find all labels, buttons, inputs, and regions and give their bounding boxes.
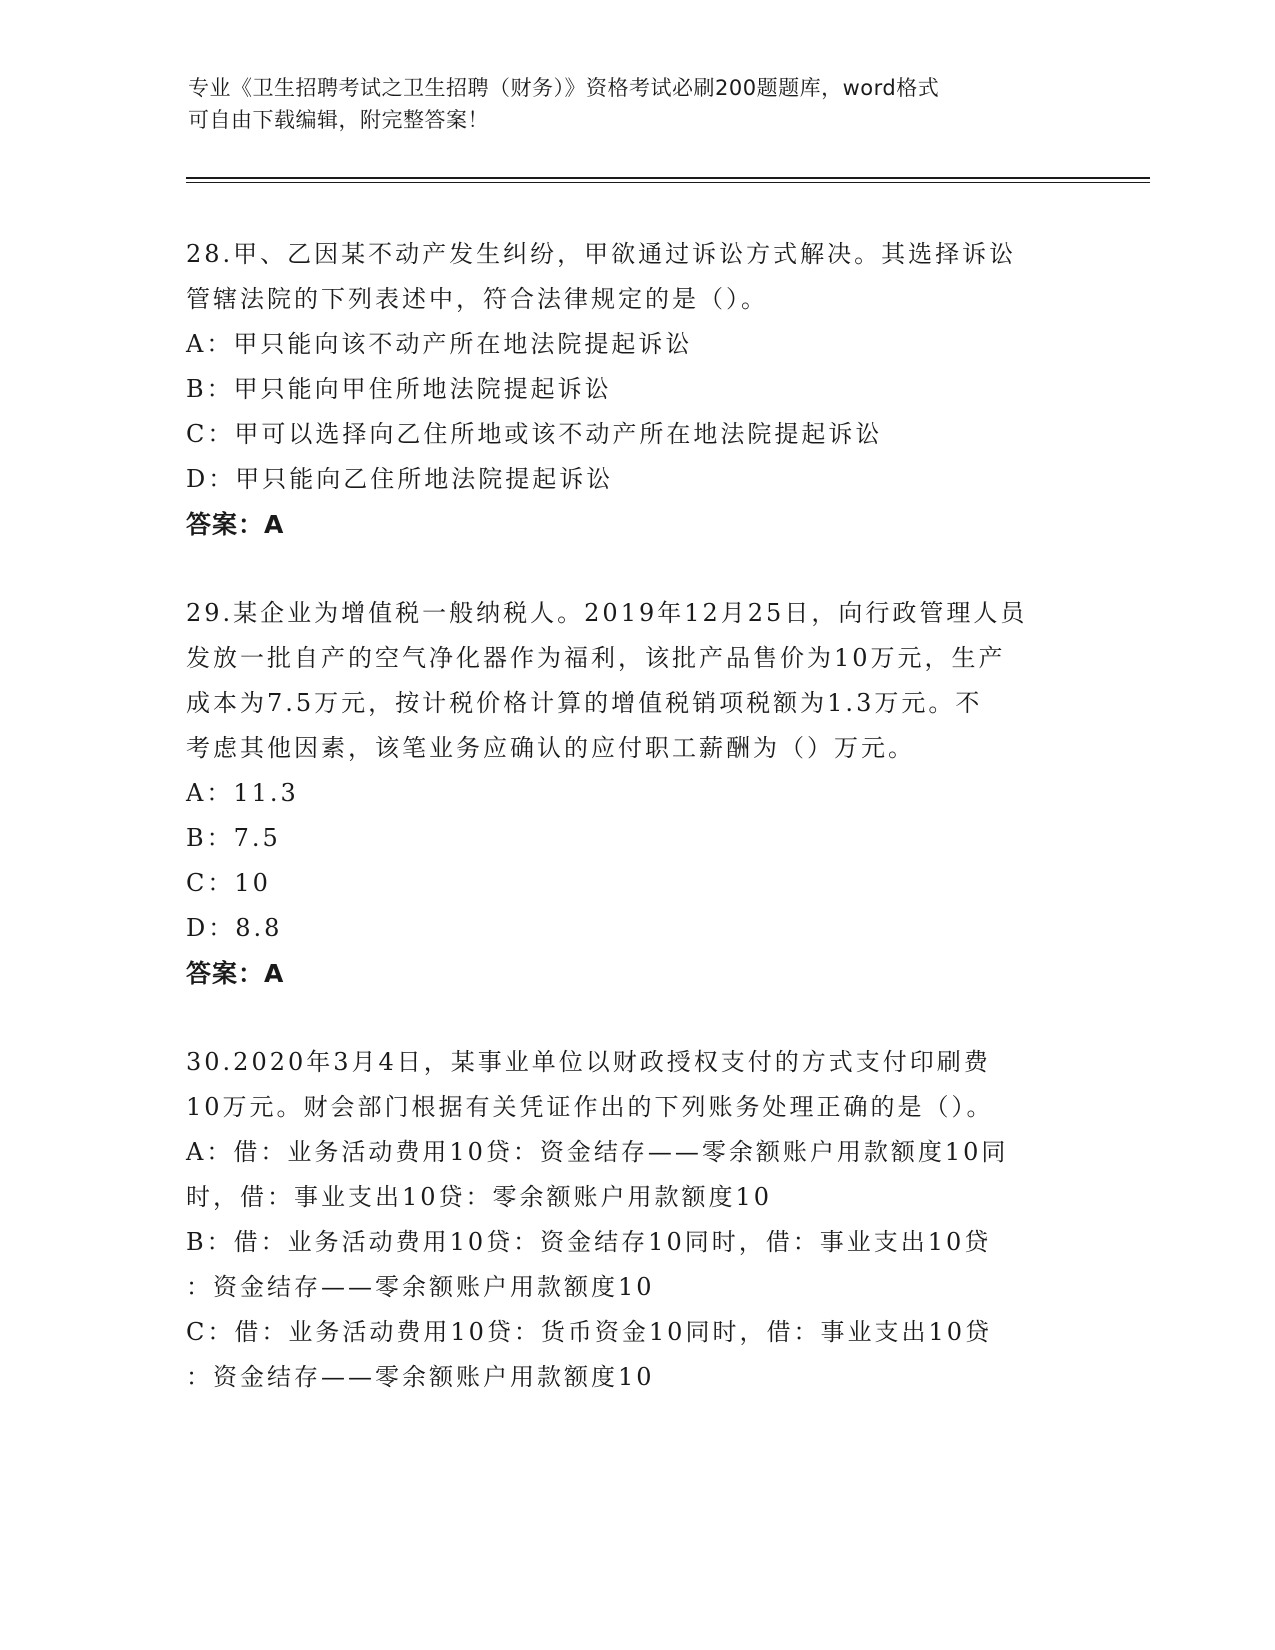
option-c: C：10: [186, 869, 271, 897]
question-list: [186, 232, 1086, 1444]
option-b: B：借：业务活动费用10贷：资金结存10同时，借：事业支出10贷: [186, 1228, 992, 1256]
option-c-continued: ：资金结存——零余额账户用款额度10: [186, 1363, 655, 1391]
option-b: B：甲只能向甲住所地法院提起诉讼: [186, 375, 612, 403]
option-b: B：7.5: [186, 824, 281, 852]
header-line-1: 专业《卫生招聘考试之卫生招聘（财务）》资格考试必刷200题题库，word格式: [188, 76, 940, 100]
question-29: [186, 591, 1086, 996]
option-a: A：11.3: [186, 779, 299, 807]
option-a: A：借：业务活动费用10贷：资金结存——零余额账户用款额度10同: [186, 1138, 1009, 1166]
header-rule-thick: [186, 177, 1150, 179]
option-a-continued: 时，借：事业支出10贷：零余额账户用款额度10: [186, 1183, 773, 1211]
option-d: D：甲只能向乙住所地法院提起诉讼: [186, 465, 614, 493]
question-stem-line: 成本为7.5万元，按计税价格计算的增值税销项税额为1.3万元。不: [186, 689, 983, 717]
option-d: D：8.8: [186, 914, 283, 942]
question-stem-line: 考虑其他因素，该笔业务应确认的应付职工薪酬为（）万元。: [186, 734, 915, 762]
header-line-2: 可自由下载编辑，附完整答案！: [188, 108, 489, 132]
question-stem-line: 管辖法院的下列表述中，符合法律规定的是（）。: [186, 285, 768, 313]
answer-label: 答案：A: [186, 510, 285, 539]
document-header: [188, 72, 1068, 136]
option-b-continued: ：资金结存——零余额账户用款额度10: [186, 1273, 655, 1301]
question-30: [186, 1040, 1086, 1400]
question-stem-line: 10万元。财会部门根据有关凭证作出的下列账务处理正确的是（）。: [186, 1093, 994, 1121]
header-rule-thin: [186, 182, 1150, 183]
question-stem-line: 30.2020年3月4日，某事业单位以财政授权支付的方式支付印刷费: [186, 1048, 991, 1076]
question-28: [186, 232, 1086, 547]
question-stem-line: 发放一批自产的空气净化器作为福利，该批产品售价为10万元，生产: [186, 644, 1006, 672]
answer-label: 答案：A: [186, 959, 285, 988]
question-stem-line: 29.某企业为增值税一般纳税人。2019年12月25日，向行政管理人员: [186, 599, 1028, 627]
option-c: C：借：业务活动费用10贷：货币资金10同时，借：事业支出10贷: [186, 1318, 992, 1346]
option-c: C：甲可以选择向乙住所地或该不动产所在地法院提起诉讼: [186, 420, 883, 448]
option-a: A：甲只能向该不动产所在地法院提起诉讼: [186, 330, 693, 358]
question-stem-line: 28.甲、乙因某不动产发生纠纷，甲欲通过诉讼方式解决。其选择诉讼: [186, 240, 1017, 268]
